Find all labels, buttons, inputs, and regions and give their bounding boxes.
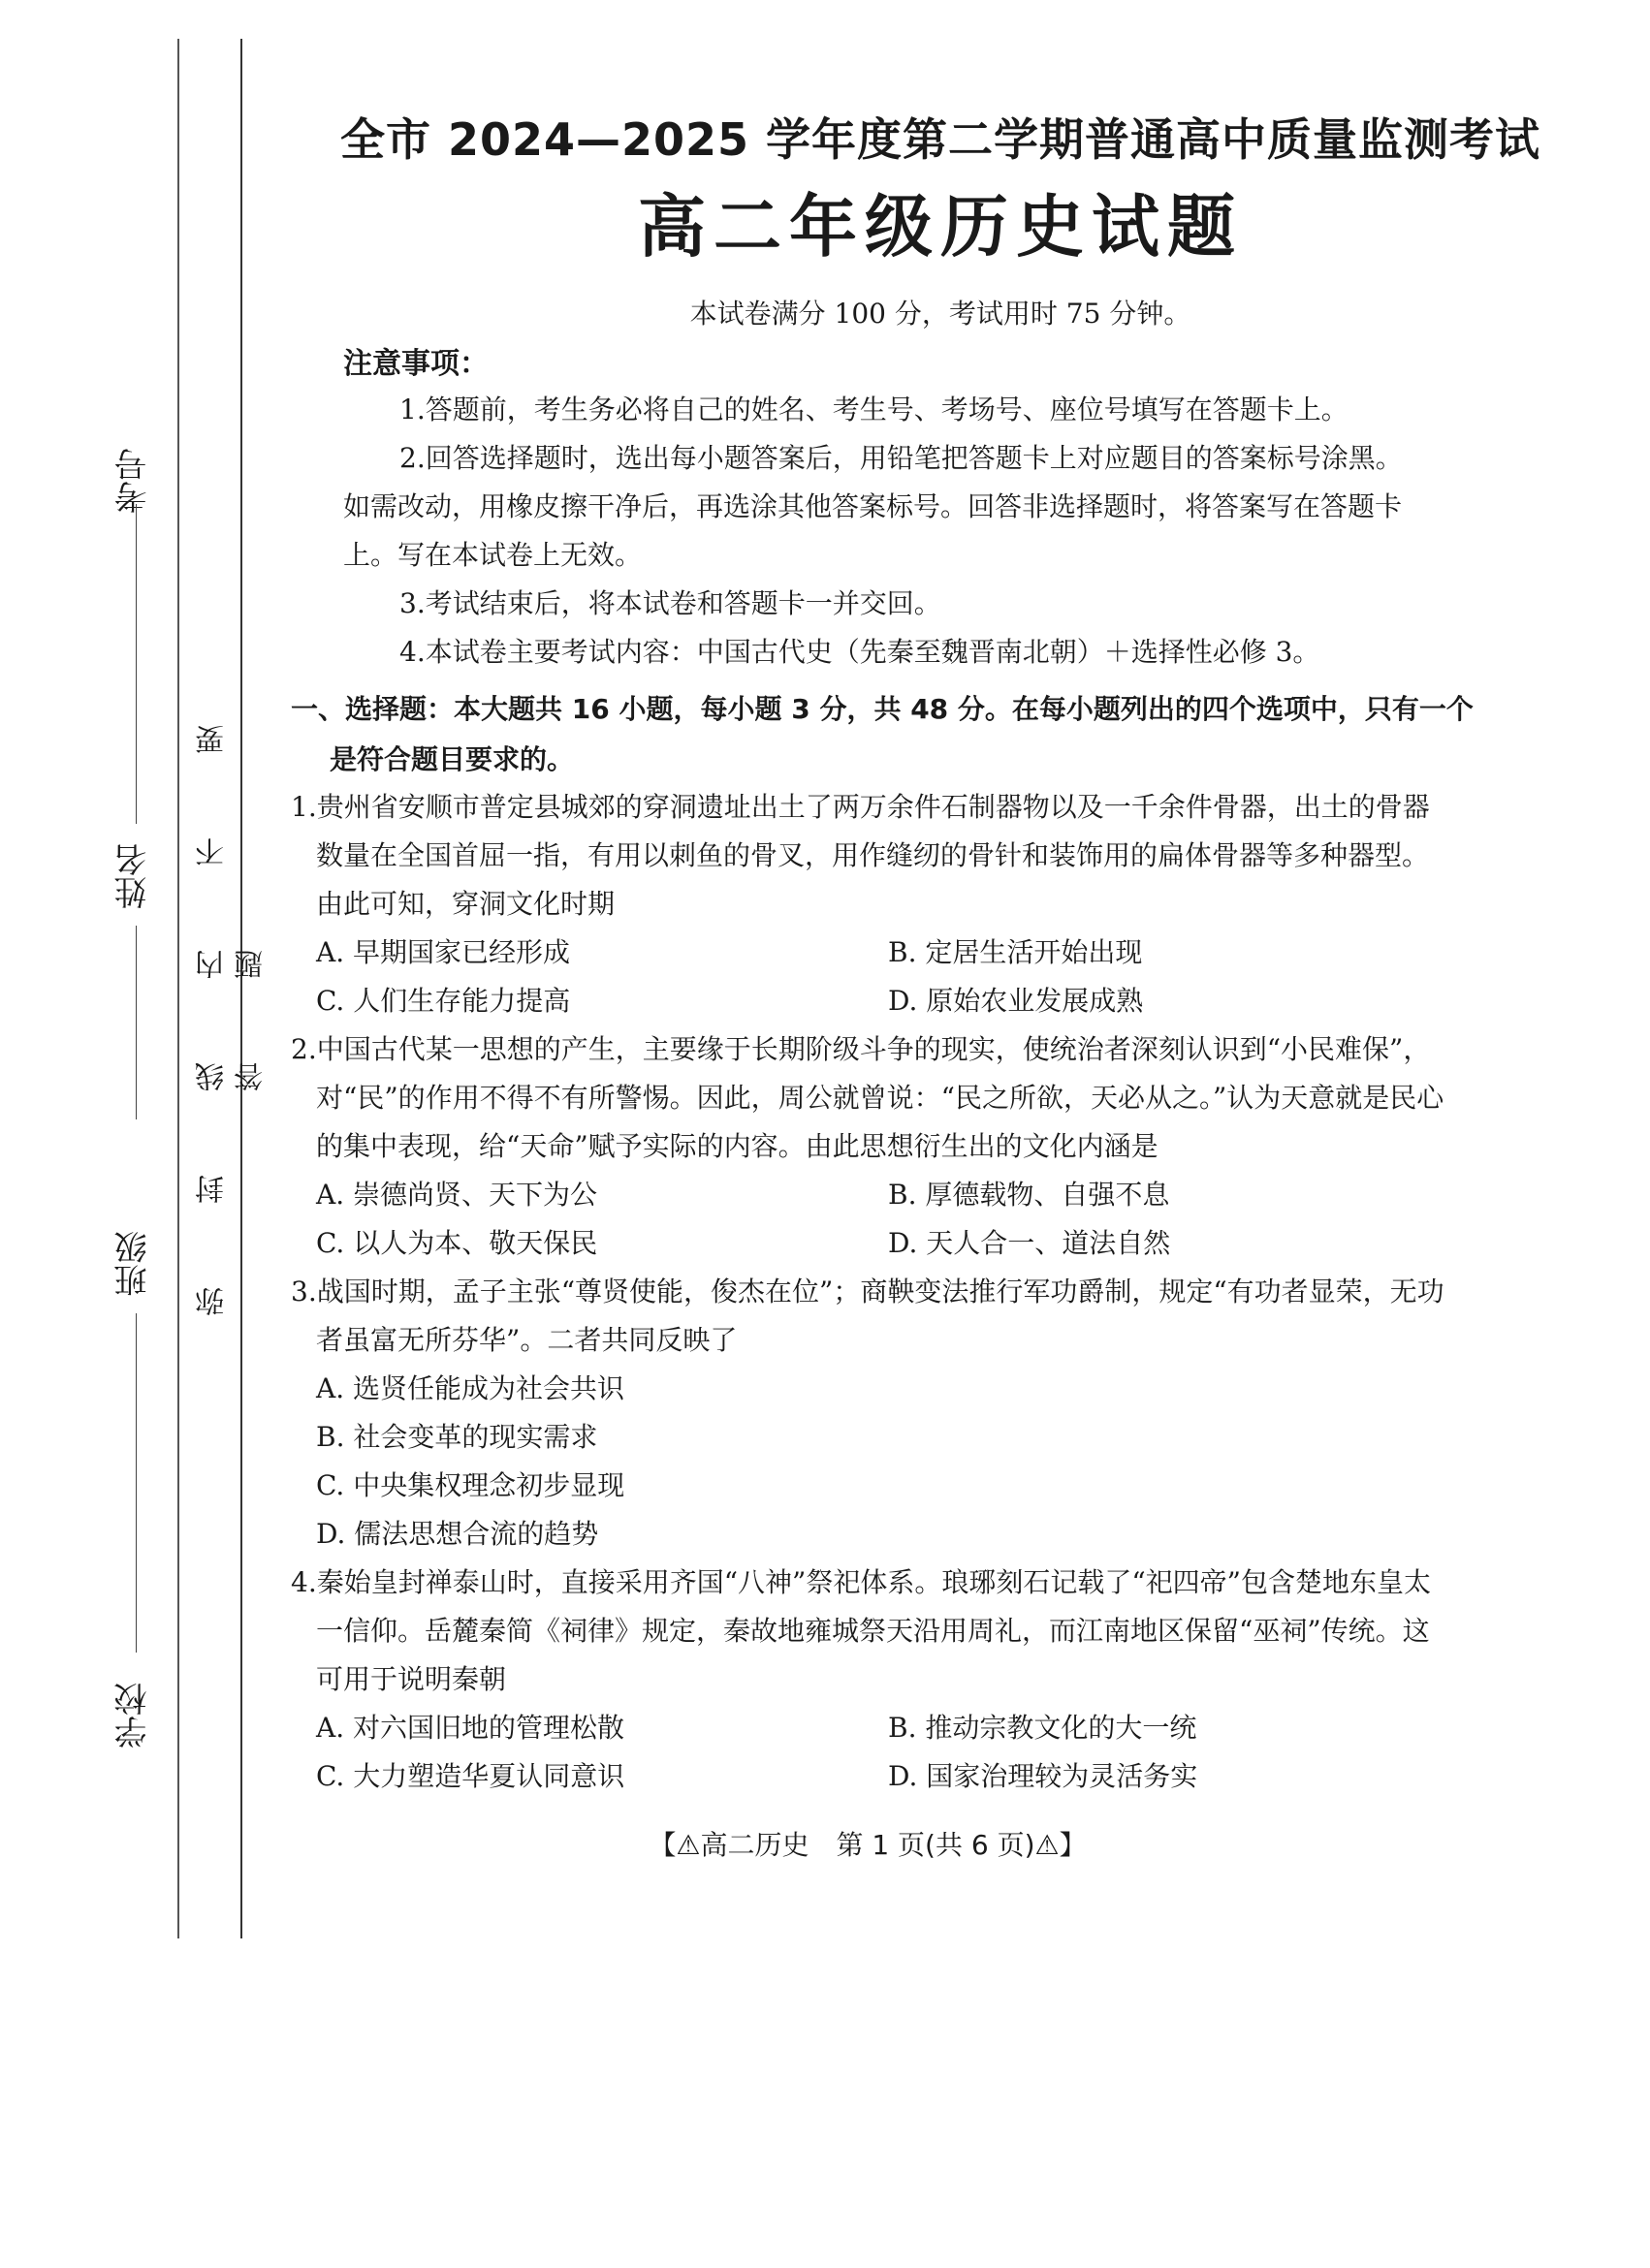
question-stem: 1.贵州省安顺市普定县城郊的穿洞遗址出土了两万余件石制器物以及一千余件骨器，出土的骨器数量在全国首屈一指，有用以刺鱼的骨叉，用作缝纫的骨针和装饰用的扁体骨器等多种器型。由此可知，穿洞文化时期	[291, 791, 1430, 920]
binding-warning: 弥封线内不要答题	[196, 642, 269, 1316]
option-c: C. 中央集权理念初步显现	[316, 1469, 625, 1501]
note-item: 3.考试结束后，将本试卷和答题卡一并交回。	[399, 587, 941, 619]
option-b: B. 定居生活开始出现	[888, 936, 1143, 968]
option-d: D. 天人合一、道法自然	[888, 1227, 1171, 1259]
option-b: B. 厚德载物、自强不息	[888, 1179, 1170, 1211]
question-3	[291, 1268, 1444, 1559]
option-b: B. 推动宗教文化的大一统	[888, 1712, 1197, 1744]
option-b: B. 社会变革的现实需求	[316, 1421, 598, 1453]
question-stem: 4.秦始皇封禅泰山时，直接采用齐国“八神”祭祀体系。琅琊刻石记载了“祀四帝”包含楚地东皇太一信仰。岳麓秦简《祠律》规定，秦故地雍城祭天沿用周礼，而江南地区保留“巫祠”传统。这可用于说明秦朝	[291, 1566, 1431, 1695]
class-label: 班级	[114, 1231, 153, 1297]
exam-no-line	[136, 504, 137, 824]
option-c: C. 以人为本、敬天保民	[316, 1227, 598, 1259]
question-4	[291, 1559, 1444, 1801]
note-item: 1.答题前，考生务必将自己的姓名、考生号、考场号、座位号填写在答题卡上。	[399, 394, 1349, 425]
option-a: A. 选贤任能成为社会共识	[316, 1372, 625, 1404]
question-options	[291, 1171, 1444, 1268]
exam-title: 全市 2024—2025 学年度第二学期普通高中质量监测考试	[339, 113, 1541, 166]
question-options	[291, 1365, 1444, 1559]
question-2	[291, 1025, 1444, 1268]
option-d: D. 国家治理较为灵活务实	[888, 1760, 1198, 1792]
question-options	[291, 1704, 1444, 1801]
page-footer: 【⚠高二历史 第 1 页(共 6 页)⚠】	[649, 1829, 1087, 1861]
name-line	[136, 926, 137, 1119]
binding-line-outer	[177, 39, 179, 1938]
notes-heading: 注意事项：	[343, 347, 489, 381]
notes-list	[343, 386, 1429, 677]
option-d: D. 儒法思想合流的趋势	[316, 1518, 599, 1550]
exam-no-label: 考号	[114, 448, 153, 514]
question-stem: 2.中国古代某一思想的产生，主要缘于长期阶级斗争的现实，使统治者深刻认识到“小民难保”，对“民”的作用不得不有所警惕。因此，周公就曾说：“民之所欲，天必从之。”认为天意就是民心的集中表现，给“天命”赋予实际的内容。由此思想衍生出的文化内涵是	[291, 1033, 1444, 1162]
option-d: D. 原始农业发展成熟	[888, 985, 1144, 1017]
question-1	[291, 783, 1444, 1025]
exam-info: 本试卷满分 100 分，考试用时 75 分钟。	[689, 298, 1191, 330]
option-a: A. 崇德尚贤、天下为公	[316, 1179, 598, 1211]
question-stem: 3.战国时期，孟子主张“尊贤使能，俊杰在位”；商鞅变法推行军功爵制，规定“有功者显荣，无功者虽富无所芬华”。二者共同反映了	[291, 1276, 1444, 1356]
question-options	[291, 929, 1444, 1025]
option-a: A. 对六国旧地的管理松散	[316, 1712, 625, 1744]
option-c: C. 人们生存能力提高	[316, 985, 571, 1017]
school-label: 学校	[114, 1683, 153, 1748]
name-label: 姓名	[114, 843, 153, 909]
option-c: C. 大力塑造华夏认同意识	[316, 1760, 625, 1792]
note-item: 4.本试卷主要考试内容：中国古代史（先秦至魏晋南北朝）＋选择性必修 3。	[399, 636, 1320, 668]
note-item: 2.回答选择题时，选出每小题答案后，用铅笔把答题卡上对应题目的答案标号涂黑。如需改动，用橡皮擦干净后，再选涂其他答案标号。回答非选择题时，将答案写在答题卡上。写在本试卷上无效。	[343, 442, 1403, 571]
class-line	[136, 1313, 137, 1653]
question-list	[291, 783, 1444, 1801]
paper-title: 高二年级历史试题	[638, 187, 1243, 267]
section-heading: 一、选择题：本大题共 16 小题，每小题 3 分，共 48 分。在每小题列出的四个选项中，只有一个是符合题目要求的。	[291, 693, 1474, 775]
option-a: A. 早期国家已经形成	[316, 936, 571, 968]
